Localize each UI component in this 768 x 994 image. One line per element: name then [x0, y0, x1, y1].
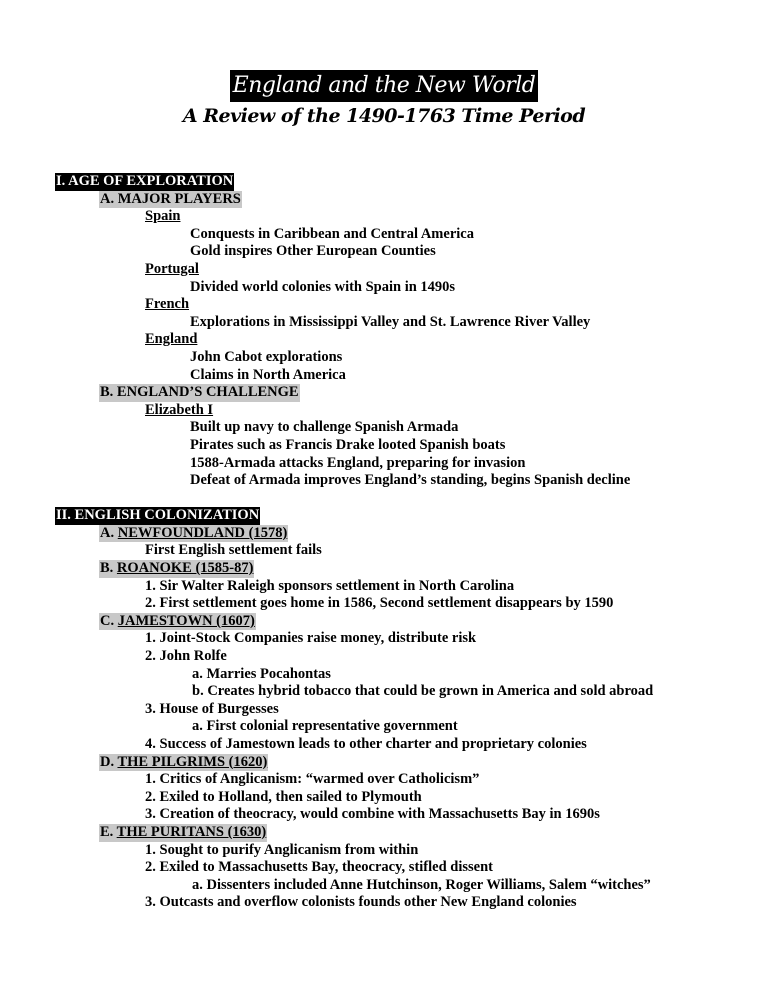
outline — [0, 173, 768, 912]
subsection-title: JAMESTOWN (1607) — [117, 612, 255, 629]
section-heading: I. AGE OF EXPLORATION — [56, 173, 234, 189]
section-heading-line — [0, 173, 768, 191]
subsection-heading — [99, 754, 268, 772]
subsection-letter: A. — [100, 524, 118, 541]
outline-item: 1. Sought to purify Anglicanism from within — [145, 841, 419, 858]
subsection-title: NEWFOUNDLAND (1578) — [117, 524, 288, 541]
outline-item: 2. Exiled to Massachusetts Bay, theocracy, stifled dissent — [145, 859, 493, 876]
subsection-heading — [99, 560, 254, 578]
outline-item: Divided world colonies with Spain in 1490s — [190, 278, 456, 295]
document-title-block — [0, 70, 768, 128]
subsection-letter: A. — [100, 190, 118, 207]
outline-item: a. First colonial representative government — [192, 718, 458, 735]
topic-heading: Portugal — [145, 260, 199, 277]
outline-item: Claims in North America — [190, 366, 346, 383]
outline-item — [0, 261, 768, 279]
subsection-heading — [99, 191, 242, 209]
outline-item: 3. House of Burgesses — [145, 700, 279, 717]
outline-item: 3. Outcasts and overflow colonists founds other New England colonies — [145, 894, 577, 911]
subsection-heading-line — [0, 754, 768, 772]
subsection-letter: E. — [100, 823, 117, 840]
topic-heading: Elizabeth I — [145, 401, 214, 418]
section-spacer — [0, 490, 768, 508]
outline-item: Explorations in Mississippi Valley and St. Lawrence River Valley — [190, 313, 591, 330]
subsection-heading — [99, 824, 267, 842]
subsection-letter: D. — [100, 753, 118, 770]
outline-item: First English settlement fails — [145, 542, 322, 559]
outline-item: 1. Sir Walter Raleigh sponsors settlement in North Carolina — [145, 577, 515, 594]
subsection-heading-line — [0, 384, 768, 402]
outline-item: Gold inspires Other European Counties — [190, 243, 436, 260]
subsection-heading-line — [0, 824, 768, 842]
subsection-letter: B. — [100, 384, 117, 401]
outline-item: b. Creates hybrid tobacco that could be grown in America and sold abroad — [192, 683, 654, 700]
outline-item: 2. Exiled to Holland, then sailed to Plymouth — [145, 788, 422, 805]
subsection-title: ENGLAND’S CHALLENGE — [116, 384, 299, 401]
outline-item — [0, 331, 768, 349]
outline-item: 3. Creation of theocracy, would combine with Massachusetts Bay in 1690s — [145, 806, 600, 823]
outline-item: 4. Success of Jamestown leads to other charter and proprietary colonies — [145, 736, 587, 752]
subsection-letter: B. — [100, 560, 117, 577]
outline-item — [0, 208, 768, 226]
outline-item: Defeat of Armada improves England’s standing, begins Spanish decline — [190, 472, 631, 489]
subsection-title: THE PURITANS (1630) — [116, 823, 267, 840]
subsection-title: ROANOKE (1585-87) — [116, 560, 254, 577]
outline-item — [0, 402, 768, 420]
subsection-heading — [99, 613, 256, 631]
subsection-heading-line — [0, 191, 768, 209]
subsection-heading-line — [0, 525, 768, 543]
outline-item: 1588-Armada attacks England, preparing for invasion — [190, 454, 526, 471]
subsection-heading-line — [0, 613, 768, 631]
outline-item: a. Marries Pocahontas — [192, 665, 331, 682]
section-heading: II. ENGLISH COLONIZATION — [56, 507, 260, 524]
outline-item — [0, 296, 768, 314]
subsection-heading-line — [0, 560, 768, 578]
outline-item: John Cabot explorations — [190, 348, 343, 365]
outline-item: 2. First settlement goes home in 1586, Second settlement disappears by 1590 — [145, 595, 614, 612]
outline-item: Built up navy to challenge Spanish Armada — [190, 419, 459, 436]
section-heading-line — [0, 507, 768, 525]
subsection-title: THE PILGRIMS (1620) — [117, 753, 268, 770]
document-subtitle: A Review of the 1490-1763 Time Period — [182, 105, 586, 127]
subsection-letter: C. — [100, 612, 118, 629]
outline-item: 2. John Rolfe — [145, 648, 227, 665]
topic-heading: England — [145, 331, 198, 348]
outline-item: a. Dissenters included Anne Hutchinson, Roger Williams, Salem “witches” — [192, 876, 651, 893]
subsection-heading — [99, 525, 288, 543]
topic-heading: Spain — [145, 208, 181, 225]
outline-item: 1. Joint-Stock Companies raise money, distribute risk — [145, 630, 477, 647]
subsection-title: MAJOR PLAYERS — [117, 190, 241, 207]
subsection-heading — [99, 384, 300, 402]
topic-heading: French — [145, 296, 190, 313]
outline-item: Pirates such as Francis Drake looted Spanish boats — [190, 436, 506, 453]
outline-item: 1. Critics of Anglicanism: “warmed over Catholicism” — [145, 771, 480, 788]
document-title: England and the New World — [230, 70, 539, 102]
outline-item: Conquests in Caribbean and Central America — [190, 225, 474, 242]
